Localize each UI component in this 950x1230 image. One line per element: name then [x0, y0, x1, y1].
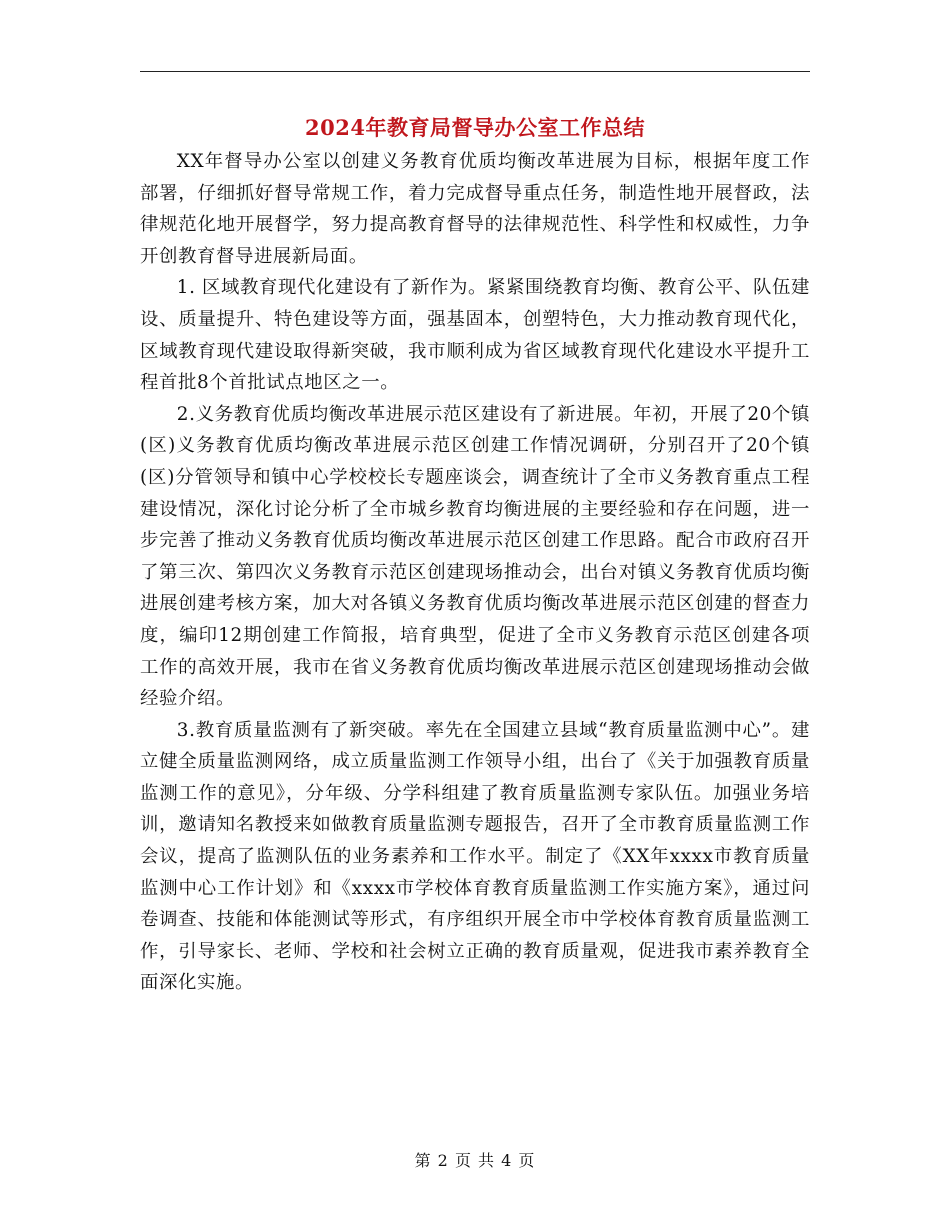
paragraph-1: 1. 区域教育现代化建设有了新作为。紧紧围绕教育均衡、教育公平、队伍建设、质量提升、特色建设等方面，强基固本，创塑特色，大力推动教育现代化，区域教育现代建设取得新突破，我市顺利成为省区域教育现代化建设水平提升工程首批8个首批试点地区之一。: [140, 277, 810, 394]
document-title: 2024年教育局督导办公室工作总结: [305, 115, 645, 140]
paragraph-3: 3.教育质量监测有了新突破。率先在全国建立县域“教育质量监测中心”。建立健全质量监测网络，成立质量监测工作领导小组，出台了《关于加强教育质量监测工作的意见》，分年级、分学科组建了教育质量监测专家队伍。加强业务培训，邀请知名教授来如做教育质量监测专题报告，召开了全市教育质量监测工作会议，提高了监测队伍的业务素养和工作水平。制定了《XX年xxxx市教育质量监测中心工作计划》和《xxxx市学校体育教育质量监测工作实施方案》，通过问卷调查、技能和体能测试等形式，有序组织开展全市中学校体育教育质量监测工作，引导家长、老师、学校和社会树立正确的教育质量观，促进我市素养教育全面深化实施。: [140, 719, 810, 994]
page-footer: 第 2 页 共 4 页: [414, 1151, 536, 1170]
paragraph-intro: XX年督导办公室以创建义务教育优质均衡改革进展为目标，根据年度工作部署，仔细抓好督导常规工作，着力完成督导重点任务，制造性地开展督政，法律规范化地开展督学，努力提高教育督导的法律规范性、科学性和权威性，力争开创教育督导进展新局面。: [140, 151, 810, 267]
header-rule: [140, 71, 810, 72]
paragraph-2: 2.义务教育优质均衡改革进展示范区建设有了新进展。年初，开展了20个镇(区)义务教育优质均衡改革进展示范区创建工作情况调研，分别召开了20个镇(区)分管领导和镇中心学校校长专题座谈会，调查统计了全市义务教育重点工程建设情况，深化讨论分析了全市城乡教育均衡进展的主要经验和存在问题，进一步完善了推动义务教育优质均衡改革进展示范区创建工作思路。配合市政府召开了第三次、第四次义务教育示范区创建现场推动会，出台对镇义务教育优质均衡进展创建考核方案，加大对各镇义务教育优质均衡改革进展示范区创建的督查力度，编印12期创建工作简报，培育典型，促进了全市义务教育示范区创建各项工作的高效开展，我市在省义务教育优质均衡改革进展示范区创建现场推动会做经验介绍。: [140, 403, 810, 710]
document-body: [140, 146, 810, 999]
